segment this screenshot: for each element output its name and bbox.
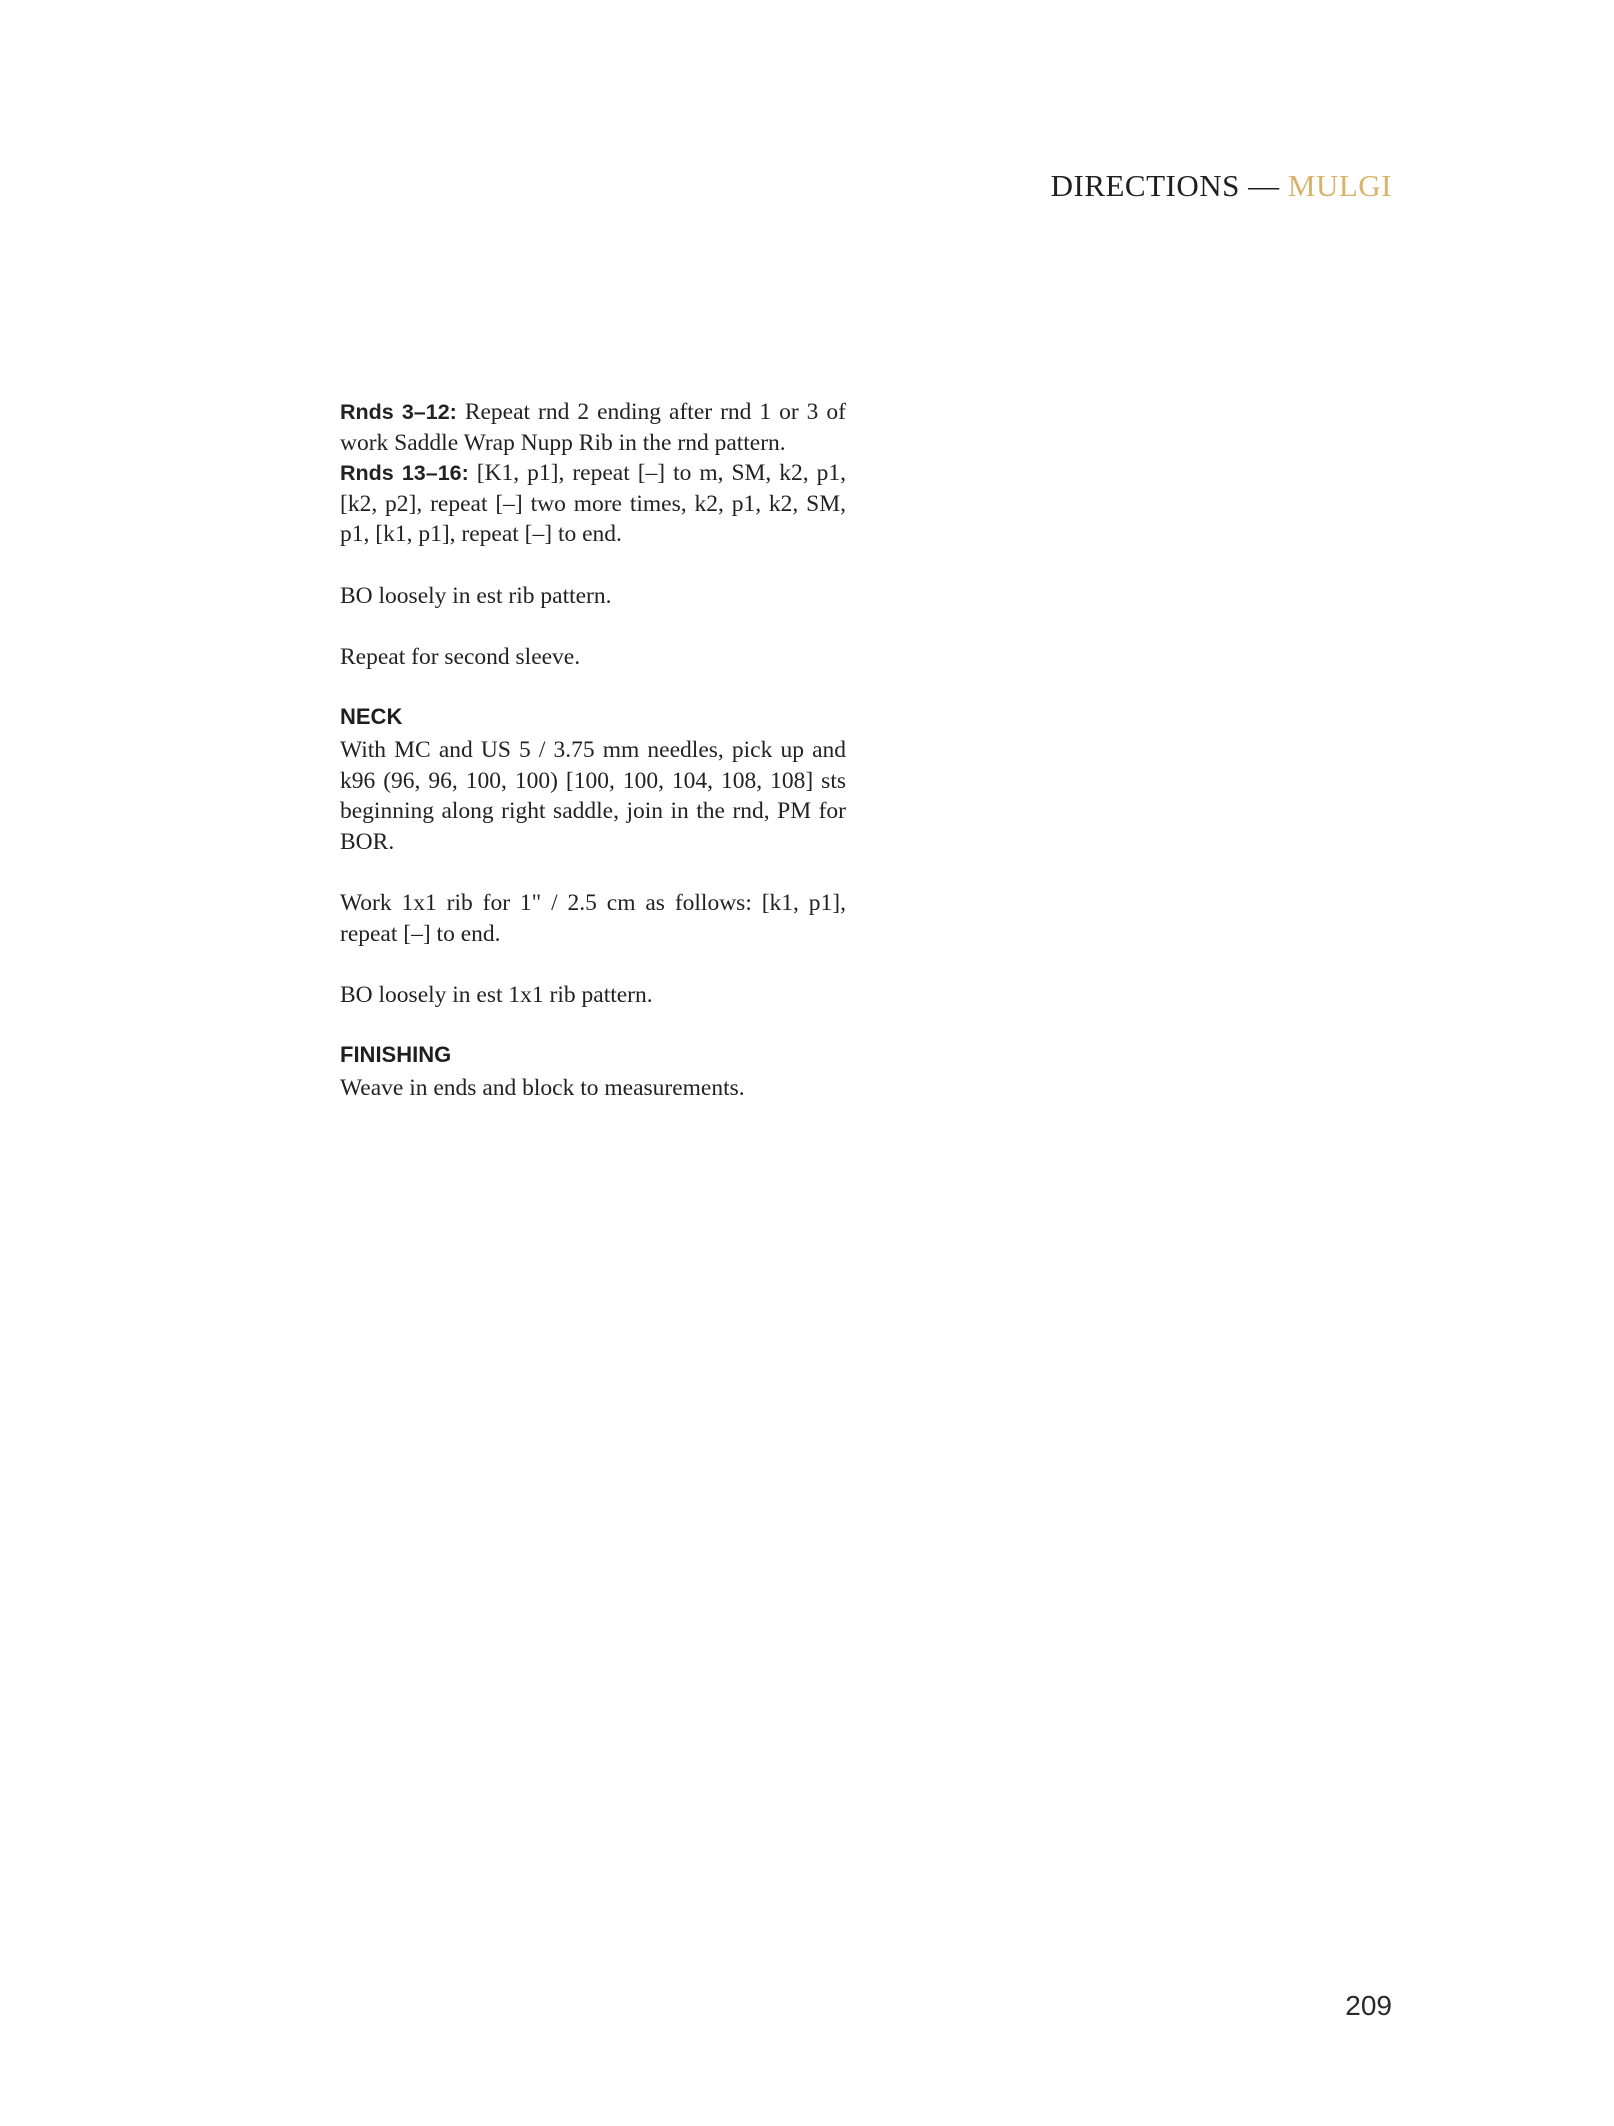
rnds-13-16-label: Rnds 13–16: bbox=[340, 461, 469, 486]
neck-heading: NECK bbox=[340, 704, 403, 730]
rnds-3-12-paragraph bbox=[340, 397, 846, 458]
rnds-13-16-paragraph bbox=[340, 458, 846, 550]
running-head-separator: — bbox=[1239, 168, 1288, 203]
directions-content bbox=[340, 397, 846, 1103]
page-number: 209 bbox=[1345, 1990, 1392, 2021]
running-head bbox=[1051, 168, 1392, 204]
neck-rib-paragraph: Work 1x1 rib for 1" / 2.5 cm as follows: [k1, p1], repeat [–] to end. bbox=[340, 889, 846, 947]
finishing-heading: FINISHING bbox=[340, 1042, 452, 1068]
rnds-3-12-text: Repeat rnd 2 ending after rnd 1 or 3 of work Saddle Wrap Nupp Rib in the rnd pattern. bbox=[340, 399, 846, 456]
rnds-3-12-label: Rnds 3–12: bbox=[340, 400, 457, 424]
bind-off-rib-paragraph: BO loosely in est rib pattern. bbox=[340, 582, 612, 609]
neck-pickup-paragraph: With MC and US 5 / 3.75 mm needles, pick up and k96 (96, 96, 100, 100) [100, 100, 104, 108, 108] sts beginning along right saddle, join in the rnd, PM for BOR. bbox=[340, 736, 846, 855]
rnds-13-16-text: [K1, p1], repeat [–] to m, SM, k2, p1, [k2, p2], repeat [–] two more times, k2, p1, k2, SM, p1, [k1, p1], repeat [–] to end. bbox=[340, 460, 846, 548]
running-head-section: DIRECTIONS bbox=[1050, 168, 1240, 203]
repeat-sleeve-paragraph: Repeat for second sleeve. bbox=[340, 643, 581, 670]
running-head-pattern-name: MULGI bbox=[1287, 168, 1392, 203]
neck-bind-off-paragraph: BO loosely in est 1x1 rib pattern. bbox=[340, 981, 653, 1008]
finishing-paragraph: Weave in ends and block to measurements. bbox=[340, 1074, 745, 1101]
